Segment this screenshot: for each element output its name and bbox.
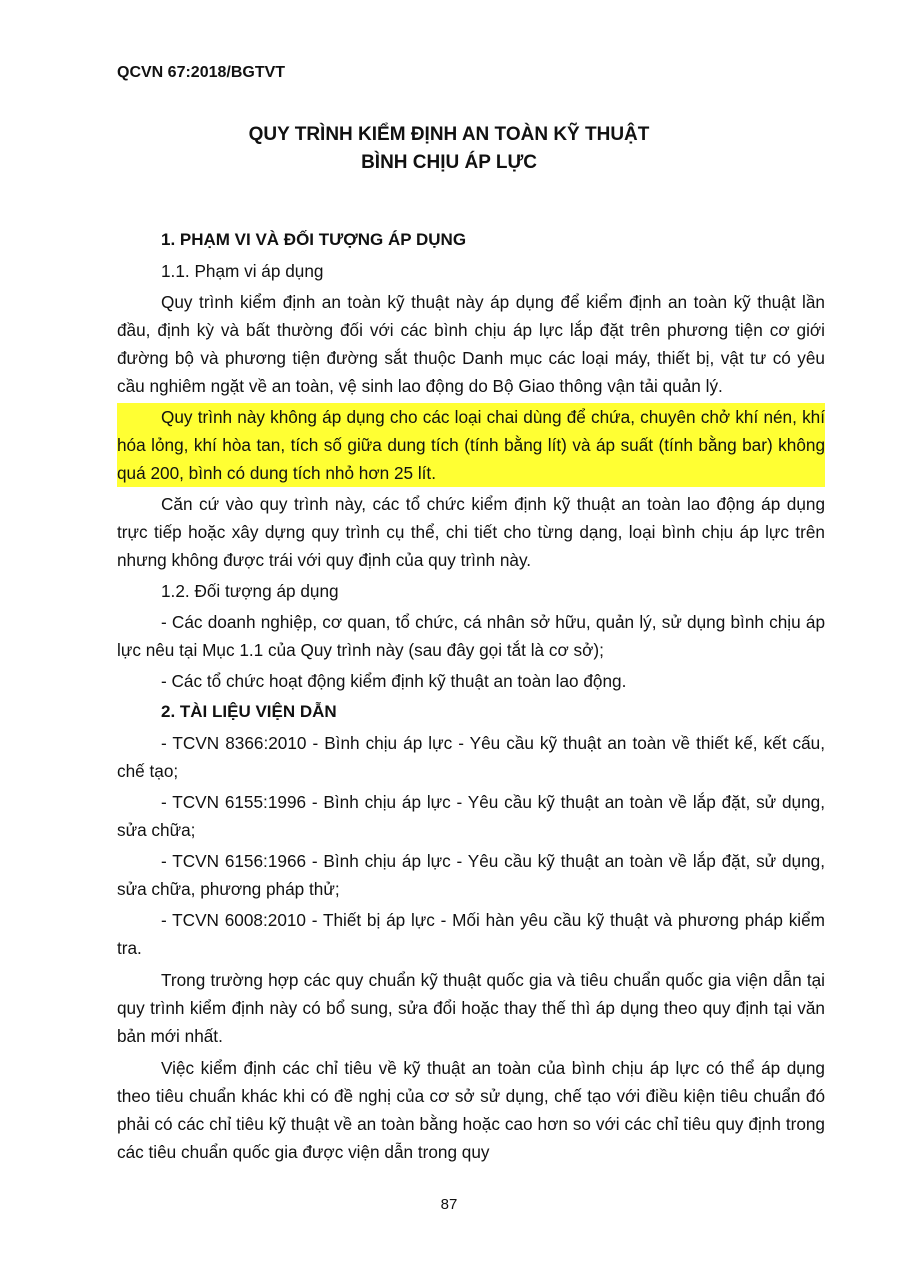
paragraph-subjects-1: - Các doanh nghiệp, cơ quan, tổ chức, cá nhân sở hữu, quản lý, sử dụng bình chịu áp lực nêu tại Mục 1.1 của Quy trình này (sau đây gọi tắt là cơ sở);	[117, 612, 825, 660]
document-title	[0, 121, 898, 177]
document-code: QCVN 67:2018/BGTVT	[117, 64, 286, 81]
paragraph-other-standards: Việc kiểm định các chỉ tiêu về kỹ thuật an toàn của bình chịu áp lực có thể áp dụng theo tiêu chuẩn khác khi có đề nghị của cơ sở sử dụng, chế tạo với điều kiện tiêu chuẩn đó phải có các chỉ tiêu kỹ thuật về an toàn bằng hoặc cao hơn so với các chỉ tiêu quy định trong các tiêu chuẩn quốc gia được viện dẫn trong quy	[117, 1058, 825, 1162]
document-body	[117, 226, 825, 1169]
page-number: 87	[440, 1196, 458, 1213]
section-2-heading: 2. TÀI LIỆU VIỆN DẪN	[161, 702, 337, 721]
title-line-2: BÌNH CHỊU ÁP LỰC	[361, 152, 537, 173]
title-line-1: QUY TRÌNH KIỂM ĐỊNH AN TOÀN KỸ THUẬT	[248, 124, 650, 145]
paragraph-basis: Căn cứ vào quy trình này, các tổ chức kiểm định kỹ thuật an toàn lao động áp dụng trực tiếp hoặc xây dựng quy trình cụ thể, chi tiết cho từng dạng, loại bình chịu áp lực trên nhưng không được trái với quy định của quy trình này.	[117, 494, 825, 570]
reference-item: - TCVN 6008:2010 - Thiết bị áp lực - Mối hàn yêu cầu kỹ thuật và phương pháp kiểm tra.	[117, 910, 825, 958]
section-1-heading: 1. PHẠM VI VÀ ĐỐI TƯỢNG ÁP DỤNG	[161, 230, 467, 249]
paragraph-updates: Trong trường hợp các quy chuẩn kỹ thuật quốc gia và tiêu chuẩn quốc gia viện dẫn tại quy trình kiểm định này có bổ sung, sửa đổi hoặc thay thế thì áp dụng theo quy định tại văn bản mới nhất.	[117, 970, 825, 1046]
subsection-1-2-heading: 1.2. Đối tượng áp dụng	[161, 581, 339, 601]
reference-item: - TCVN 6156:1966 - Bình chịu áp lực - Yêu cầu kỹ thuật an toàn về lắp đặt, sử dụng, sửa chữa, phương pháp thử;	[117, 851, 825, 899]
subsection-1-1-heading: 1.1. Phạm vi áp dụng	[161, 261, 324, 281]
paragraph-subjects-2: - Các tổ chức hoạt động kiểm định kỹ thuật an toàn lao động.	[161, 671, 627, 691]
reference-item: - TCVN 8366:2010 - Bình chịu áp lực - Yêu cầu kỹ thuật an toàn về thiết kế, kết cấu, chế tạo;	[117, 733, 825, 781]
reference-item: - TCVN 6155:1996 - Bình chịu áp lực - Yêu cầu kỹ thuật an toàn về lắp đặt, sử dụng, sửa chữa;	[117, 792, 825, 840]
paragraph-exclusion-highlighted: Quy trình này không áp dụng cho các loại chai dùng để chứa, chuyên chở khí nén, khí hóa lỏng, khí hòa tan, tích số giữa dung tích (tính bằng lít) và áp suất (tính bằng bar) không quá 200, bình có dung tích nhỏ hơn 25 lít.	[117, 403, 825, 487]
paragraph-scope: Quy trình kiểm định an toàn kỹ thuật này áp dụng để kiểm định an toàn kỹ thuật lần đầu, định kỳ và bất thường đối với các bình chịu áp lực lắp đặt trên phương tiện cơ giới đường bộ và phương tiện đường sắt thuộc Danh mục các loại máy, thiết bị, vật tư có yêu cầu nghiêm ngặt về an toàn, vệ sinh lao động do Bộ Giao thông vận tải quản lý.	[117, 292, 825, 396]
